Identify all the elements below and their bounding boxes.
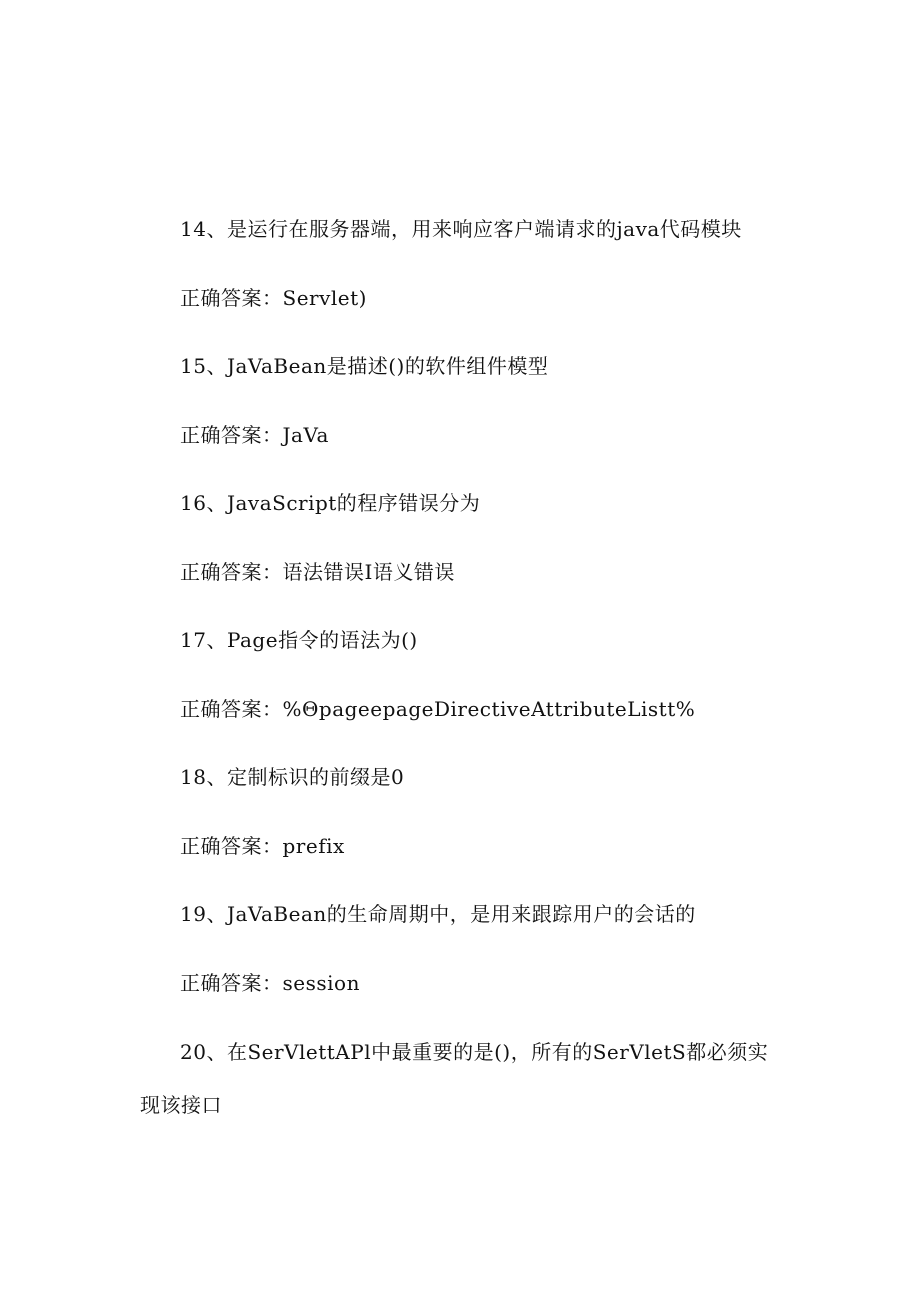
answer-19: 正确答案：session — [180, 971, 360, 995]
question-20-line2: 现该接口 — [140, 1093, 222, 1117]
answer-14: 正确答案：Servlet) — [180, 286, 367, 310]
answer-18: 正确答案：prefix — [180, 834, 345, 858]
answer-16: 正确答案：语法错误I语义错误 — [180, 560, 455, 584]
question-20-line1: 20、在SerVlettAPl中最重要的是()，所有的SerVletS都必须实 — [180, 1040, 769, 1064]
answer-17: 正确答案：%ΘpageepageDirectiveAttributeListt% — [180, 697, 696, 721]
question-19: 19、JaVaBean的生命周期中，是用来跟踪用户的会话的 — [180, 902, 696, 926]
answer-15: 正确答案：JaVa — [180, 423, 329, 447]
question-18: 18、定制标识的前缀是0 — [180, 765, 405, 789]
question-14: 14、是运行在服务器端，用来响应客户端请求的java代码模块 — [180, 217, 742, 241]
question-17: 17、Page指令的语法为() — [180, 628, 418, 652]
question-16: 16、JavaScript的程序错误分为 — [180, 491, 481, 515]
question-15: 15、JaVaBean是描述()的软件组件模型 — [180, 354, 549, 378]
